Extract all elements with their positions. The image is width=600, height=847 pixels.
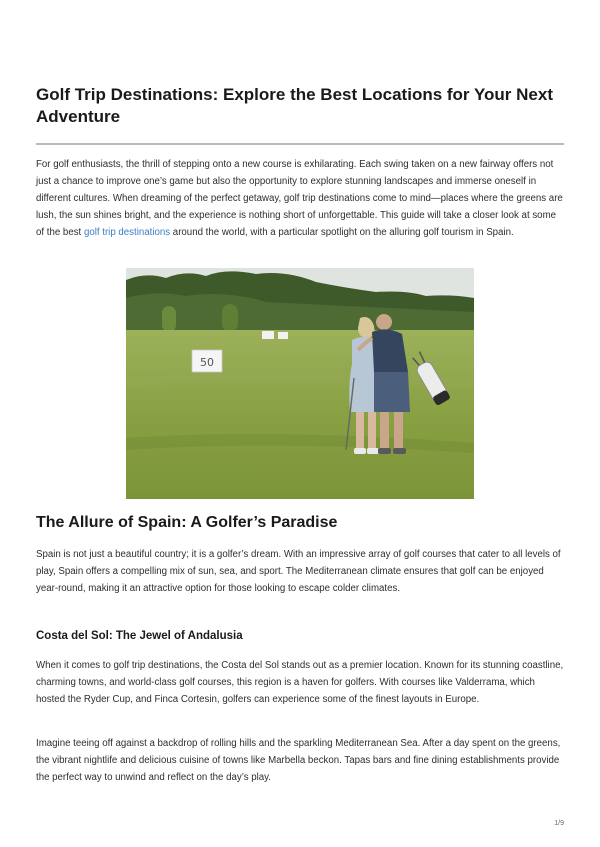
costa-del-sol-paragraph-2: Imagine teeing off against a backdrop of rolling hills and the sparkling Mediterranean Sea. After a day spent on the greens, the vibrant nightlife and delicious cuisine of towns like Marbella beckon. Tapas bars and fine dining establishments provide the perfect way to unwind and reflect on the day’s play. xyxy=(36,738,561,783)
intro-text-after-link: around the world, with a particular spotlight on the alluring golf tourism in Spain. xyxy=(170,227,514,238)
spain-paragraph: Spain is not just a beautiful country; it is a golfer’s dream. With an impressive array of golf courses that cater to all levels of play, Spain offers a compelling mix of sun, sea, and sport. The Mediterranean climate ensures that golf can be enjoyed year-round, making it an attractive option for those looking to escape colder climates. xyxy=(36,549,561,594)
golf-trip-destinations-link[interactable]: golf trip destinations xyxy=(83,227,171,238)
page-number: 1/9 xyxy=(554,820,564,827)
page-title: Golf Trip Destinations: Explore the Best Locations for Your Next Adventure xyxy=(36,85,553,126)
title-divider xyxy=(36,143,564,145)
couple-on-golf-course-photo xyxy=(126,268,474,499)
intro-text-before-link: For golf enthusiasts, the thrill of stepping onto a new course is exhilarating. Each swing taken on a new fairway offers not just a chance to improve one’s game but also the opportunity to explore stunning landscapes and immerse oneself in different cultures. When dreaming of the perfect getaway, golf trip destinations come to mind—places where the greens are lush, the sun shines bright, and the experience is nothing short of unforgettable. This guide will take a closer look at some of the best xyxy=(36,159,563,238)
costa-del-sol-paragraph-1: When it comes to golf trip destinations, the Costa del Sol stands out as a premier location. Known for its stunning coastline, charming towns, and world-class golf courses, this region is a haven for golfers. With courses like Valderrama, which hosted the Ryder Cup, and Finca Cortesin, golfers can experience some of the finest layouts in Europe. xyxy=(36,660,564,705)
section-heading-costa-del-sol: Costa del Sol: The Jewel of Andalusia xyxy=(36,630,243,642)
distance-sign-label: 50 xyxy=(200,356,214,369)
section-heading-spain: The Allure of Spain: A Golfer’s Paradise xyxy=(36,514,338,531)
intro-paragraph xyxy=(36,156,564,241)
